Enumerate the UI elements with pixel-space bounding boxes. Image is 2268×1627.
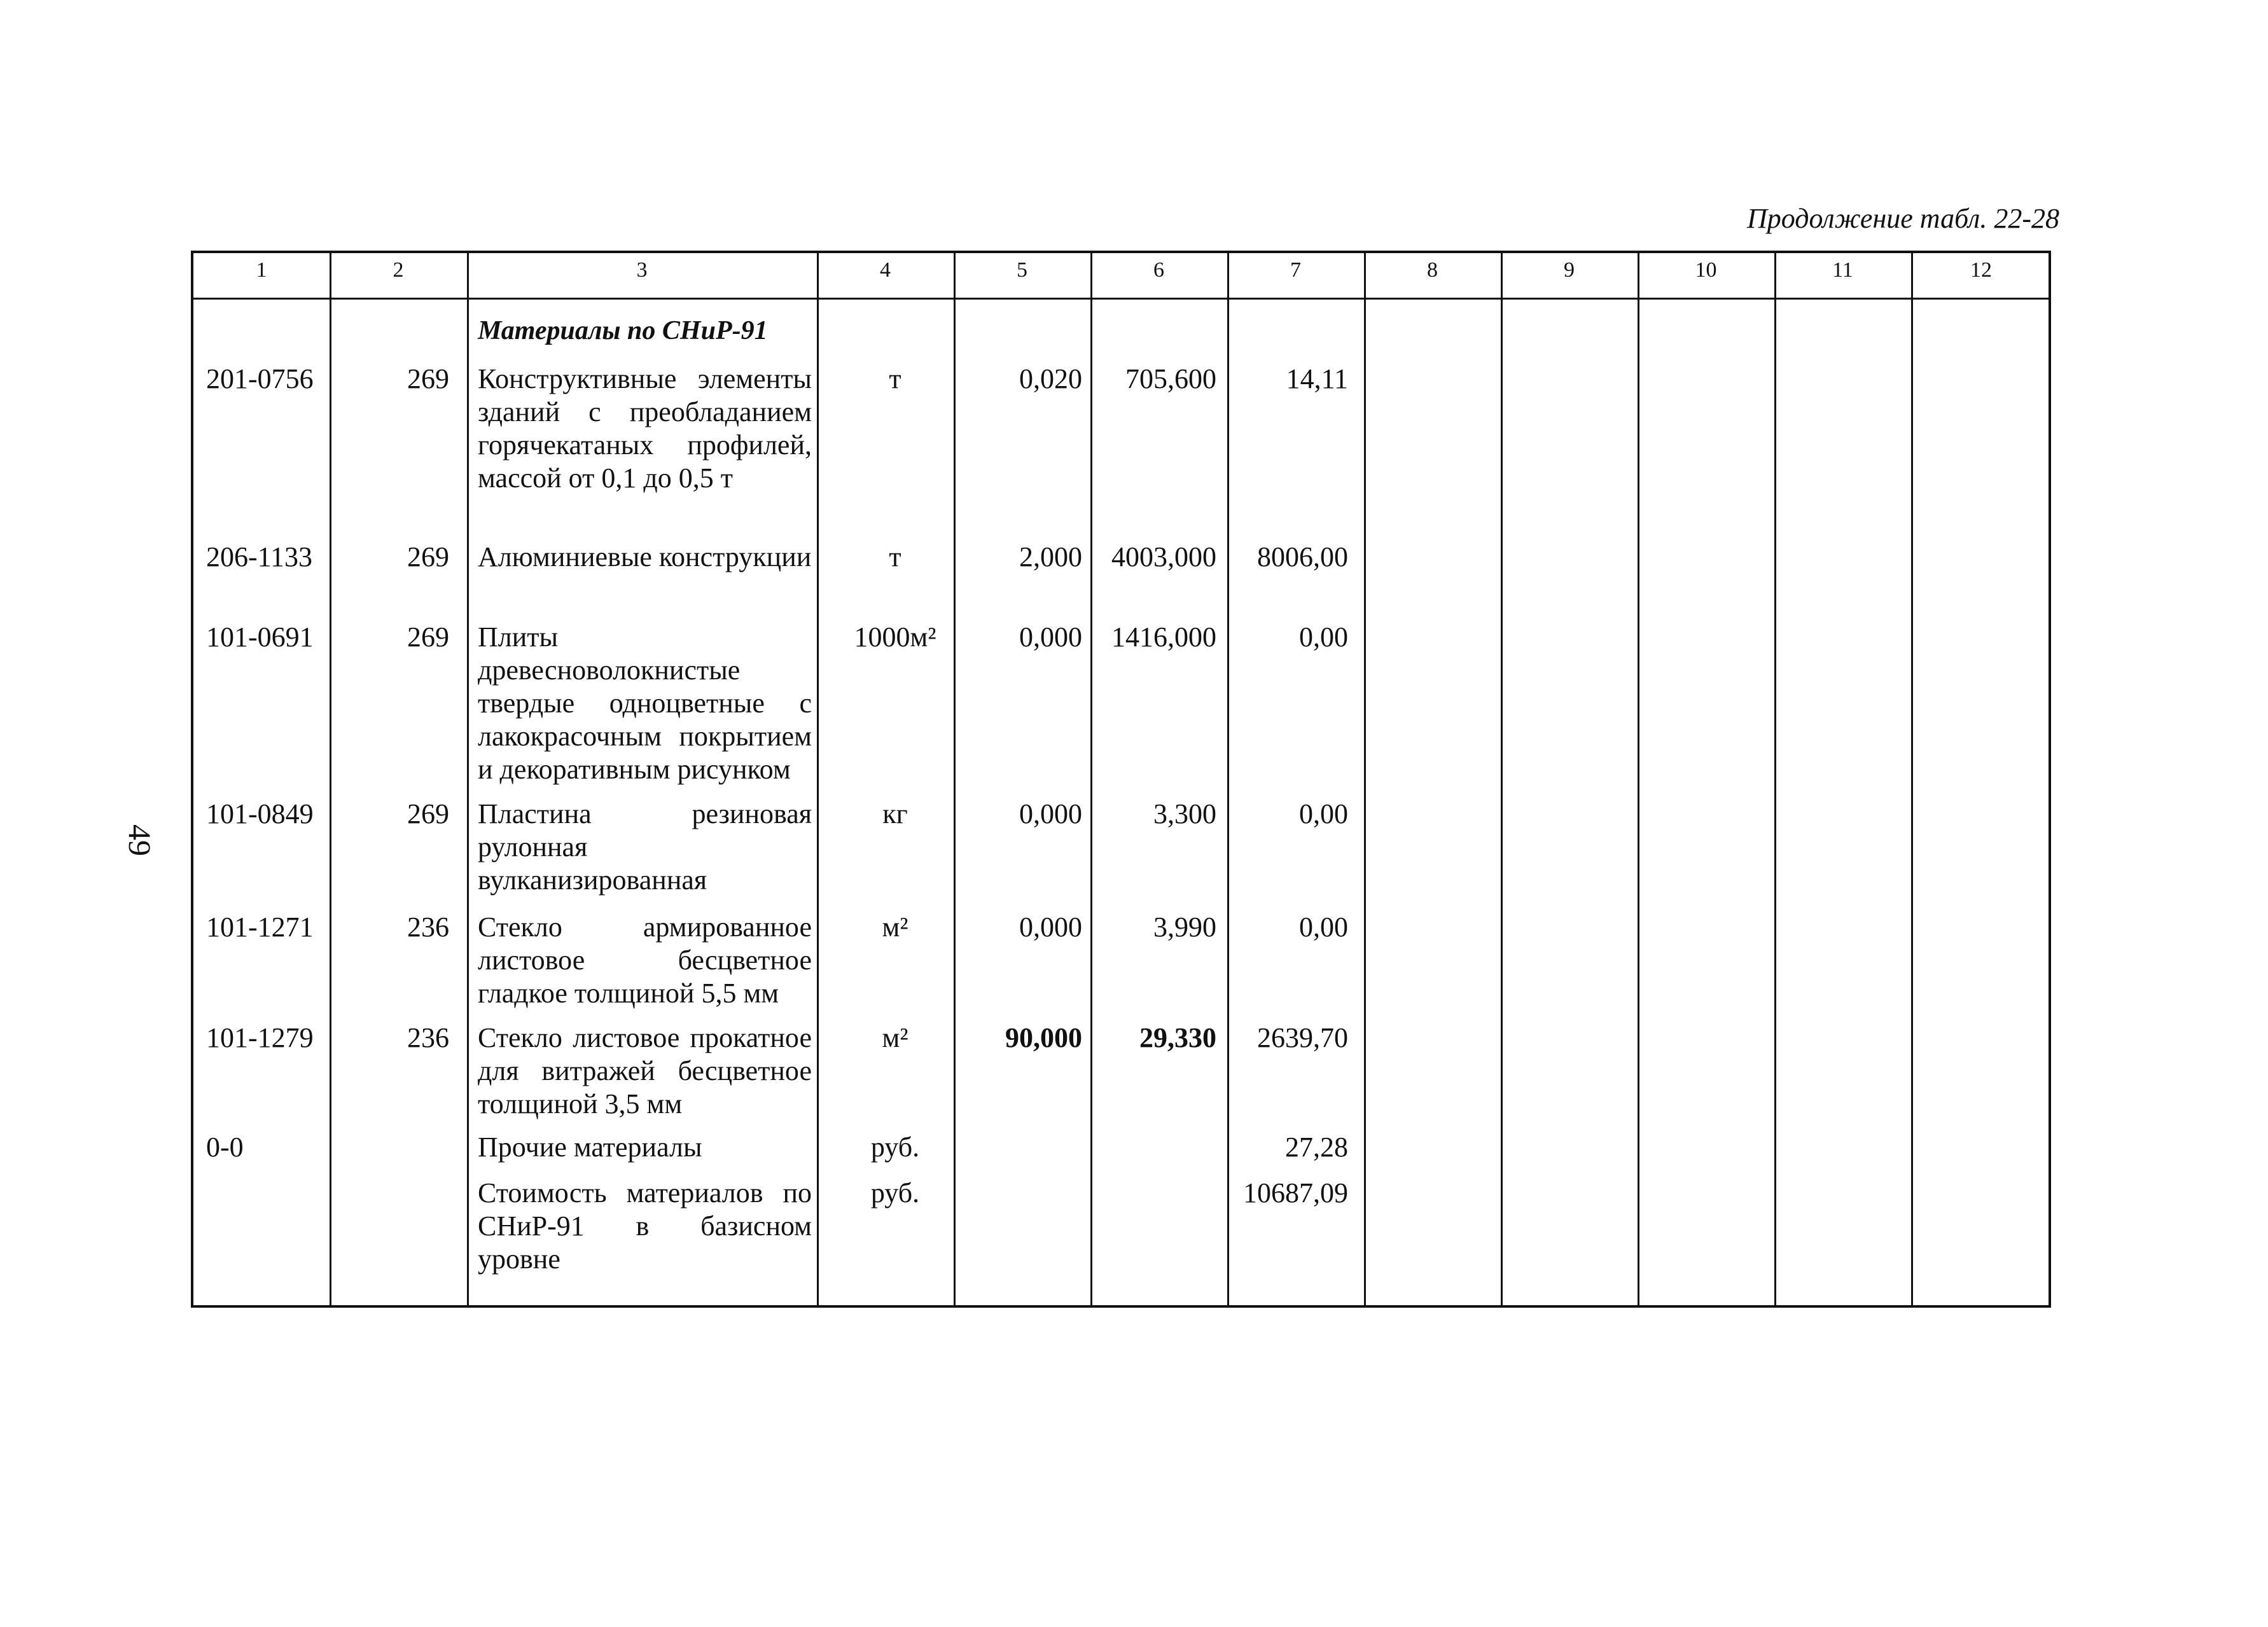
cell-total: 0,00	[1299, 911, 1348, 943]
cell-name: Стоимость материалов по СНиР-91 в базисном уровне	[478, 1177, 812, 1275]
column-divider	[1911, 253, 1913, 1305]
cell-total: 8006,00	[1257, 541, 1348, 572]
cell-qty: 0,020	[1019, 363, 1082, 394]
cell-unit: руб.	[870, 1132, 920, 1163]
col-header-4: 4	[880, 258, 891, 282]
cell-price: 3,990	[1153, 911, 1216, 943]
column-divider	[1501, 253, 1503, 1305]
cell-name: Плиты древесноволокнистые твердые одноцветные с лакокрасочным покрытием и декоративным рисунком	[478, 621, 812, 785]
cell-price: 3,300	[1153, 798, 1216, 829]
column-divider	[817, 253, 819, 1305]
col-header-10: 10	[1695, 258, 1717, 282]
cell-code: 101-1279	[206, 1022, 314, 1053]
materials-table	[191, 251, 2051, 1308]
cell-total: 10687,09	[1243, 1177, 1348, 1208]
cell-total: 0,00	[1299, 621, 1348, 653]
cell-group: 269	[407, 363, 449, 394]
cell-unit: м²	[882, 1022, 908, 1053]
cell-name: Конструктивные элементы зданий с преобладанием горячекатаных профилей, массой от 0,1 до 0,5 т	[478, 363, 812, 494]
cell-price: 1416,000	[1111, 621, 1216, 653]
cell-qty: 0,000	[1019, 911, 1082, 943]
page-number: 49	[122, 824, 158, 856]
cell-unit: 1000м²	[854, 621, 936, 653]
cell-price: 4003,000	[1111, 541, 1216, 572]
cell-total: 0,00	[1299, 798, 1348, 829]
cell-qty: 90,000	[1005, 1022, 1082, 1053]
section-title: Материалы по СНиР-91	[478, 316, 768, 345]
cell-code: 101-0849	[206, 798, 314, 829]
cell-unit: м²	[882, 911, 908, 943]
cell-name: Пластина резиновая рулонная вулканизированная	[478, 798, 812, 896]
column-divider	[330, 253, 331, 1305]
cell-code: 201-0756	[206, 363, 314, 394]
cell-group: 269	[407, 621, 449, 653]
cell-unit: кг	[882, 798, 908, 829]
col-header-2: 2	[393, 258, 404, 282]
cell-unit: т	[889, 363, 901, 394]
cell-group: 236	[407, 1022, 449, 1053]
cell-code: 0-0	[206, 1132, 244, 1163]
cell-code: 101-0691	[206, 621, 314, 653]
cell-group: 269	[407, 798, 449, 829]
column-divider	[1774, 253, 1776, 1305]
cell-group: 236	[407, 911, 449, 943]
column-divider	[467, 253, 469, 1305]
cell-price: 29,330	[1139, 1022, 1216, 1053]
col-header-5: 5	[1017, 258, 1027, 282]
cell-unit: руб.	[870, 1177, 920, 1208]
cell-name: Прочие материалы	[478, 1132, 702, 1163]
cell-price: 705,600	[1125, 363, 1216, 394]
col-header-11: 11	[1832, 258, 1853, 282]
table-caption: Продолжение табл. 22-28	[1747, 203, 2059, 234]
col-header-7: 7	[1290, 258, 1301, 282]
column-divider	[954, 253, 956, 1305]
col-header-12: 12	[1970, 258, 1992, 282]
col-header-1: 1	[256, 258, 267, 282]
cell-qty: 0,000	[1019, 798, 1082, 829]
col-header-6: 6	[1153, 258, 1164, 282]
cell-total: 2639,70	[1257, 1022, 1348, 1053]
column-divider	[1638, 253, 1639, 1305]
cell-code: 101-1271	[206, 911, 314, 943]
cell-group: 269	[407, 541, 449, 572]
cell-name: Стекло листовое прокатное для витражей бесцветное толщиной 3,5 мм	[478, 1022, 812, 1119]
cell-qty: 0,000	[1019, 621, 1082, 653]
column-divider	[1364, 253, 1366, 1305]
header-divider	[193, 298, 2049, 300]
column-divider	[1090, 253, 1092, 1305]
col-header-8: 8	[1427, 258, 1438, 282]
col-header-9: 9	[1564, 258, 1575, 282]
cell-qty: 2,000	[1019, 541, 1082, 572]
cell-code: 206-1133	[206, 541, 313, 572]
cell-name: Алюминиевые конструкции	[478, 541, 812, 572]
cell-unit: т	[889, 541, 901, 572]
cell-total: 27,28	[1285, 1132, 1348, 1163]
cell-total: 14,11	[1286, 363, 1348, 394]
col-header-3: 3	[636, 258, 648, 282]
cell-name: Стекло армированное листовое бесцветное гладкое толщиной 5,5 мм	[478, 911, 812, 1009]
